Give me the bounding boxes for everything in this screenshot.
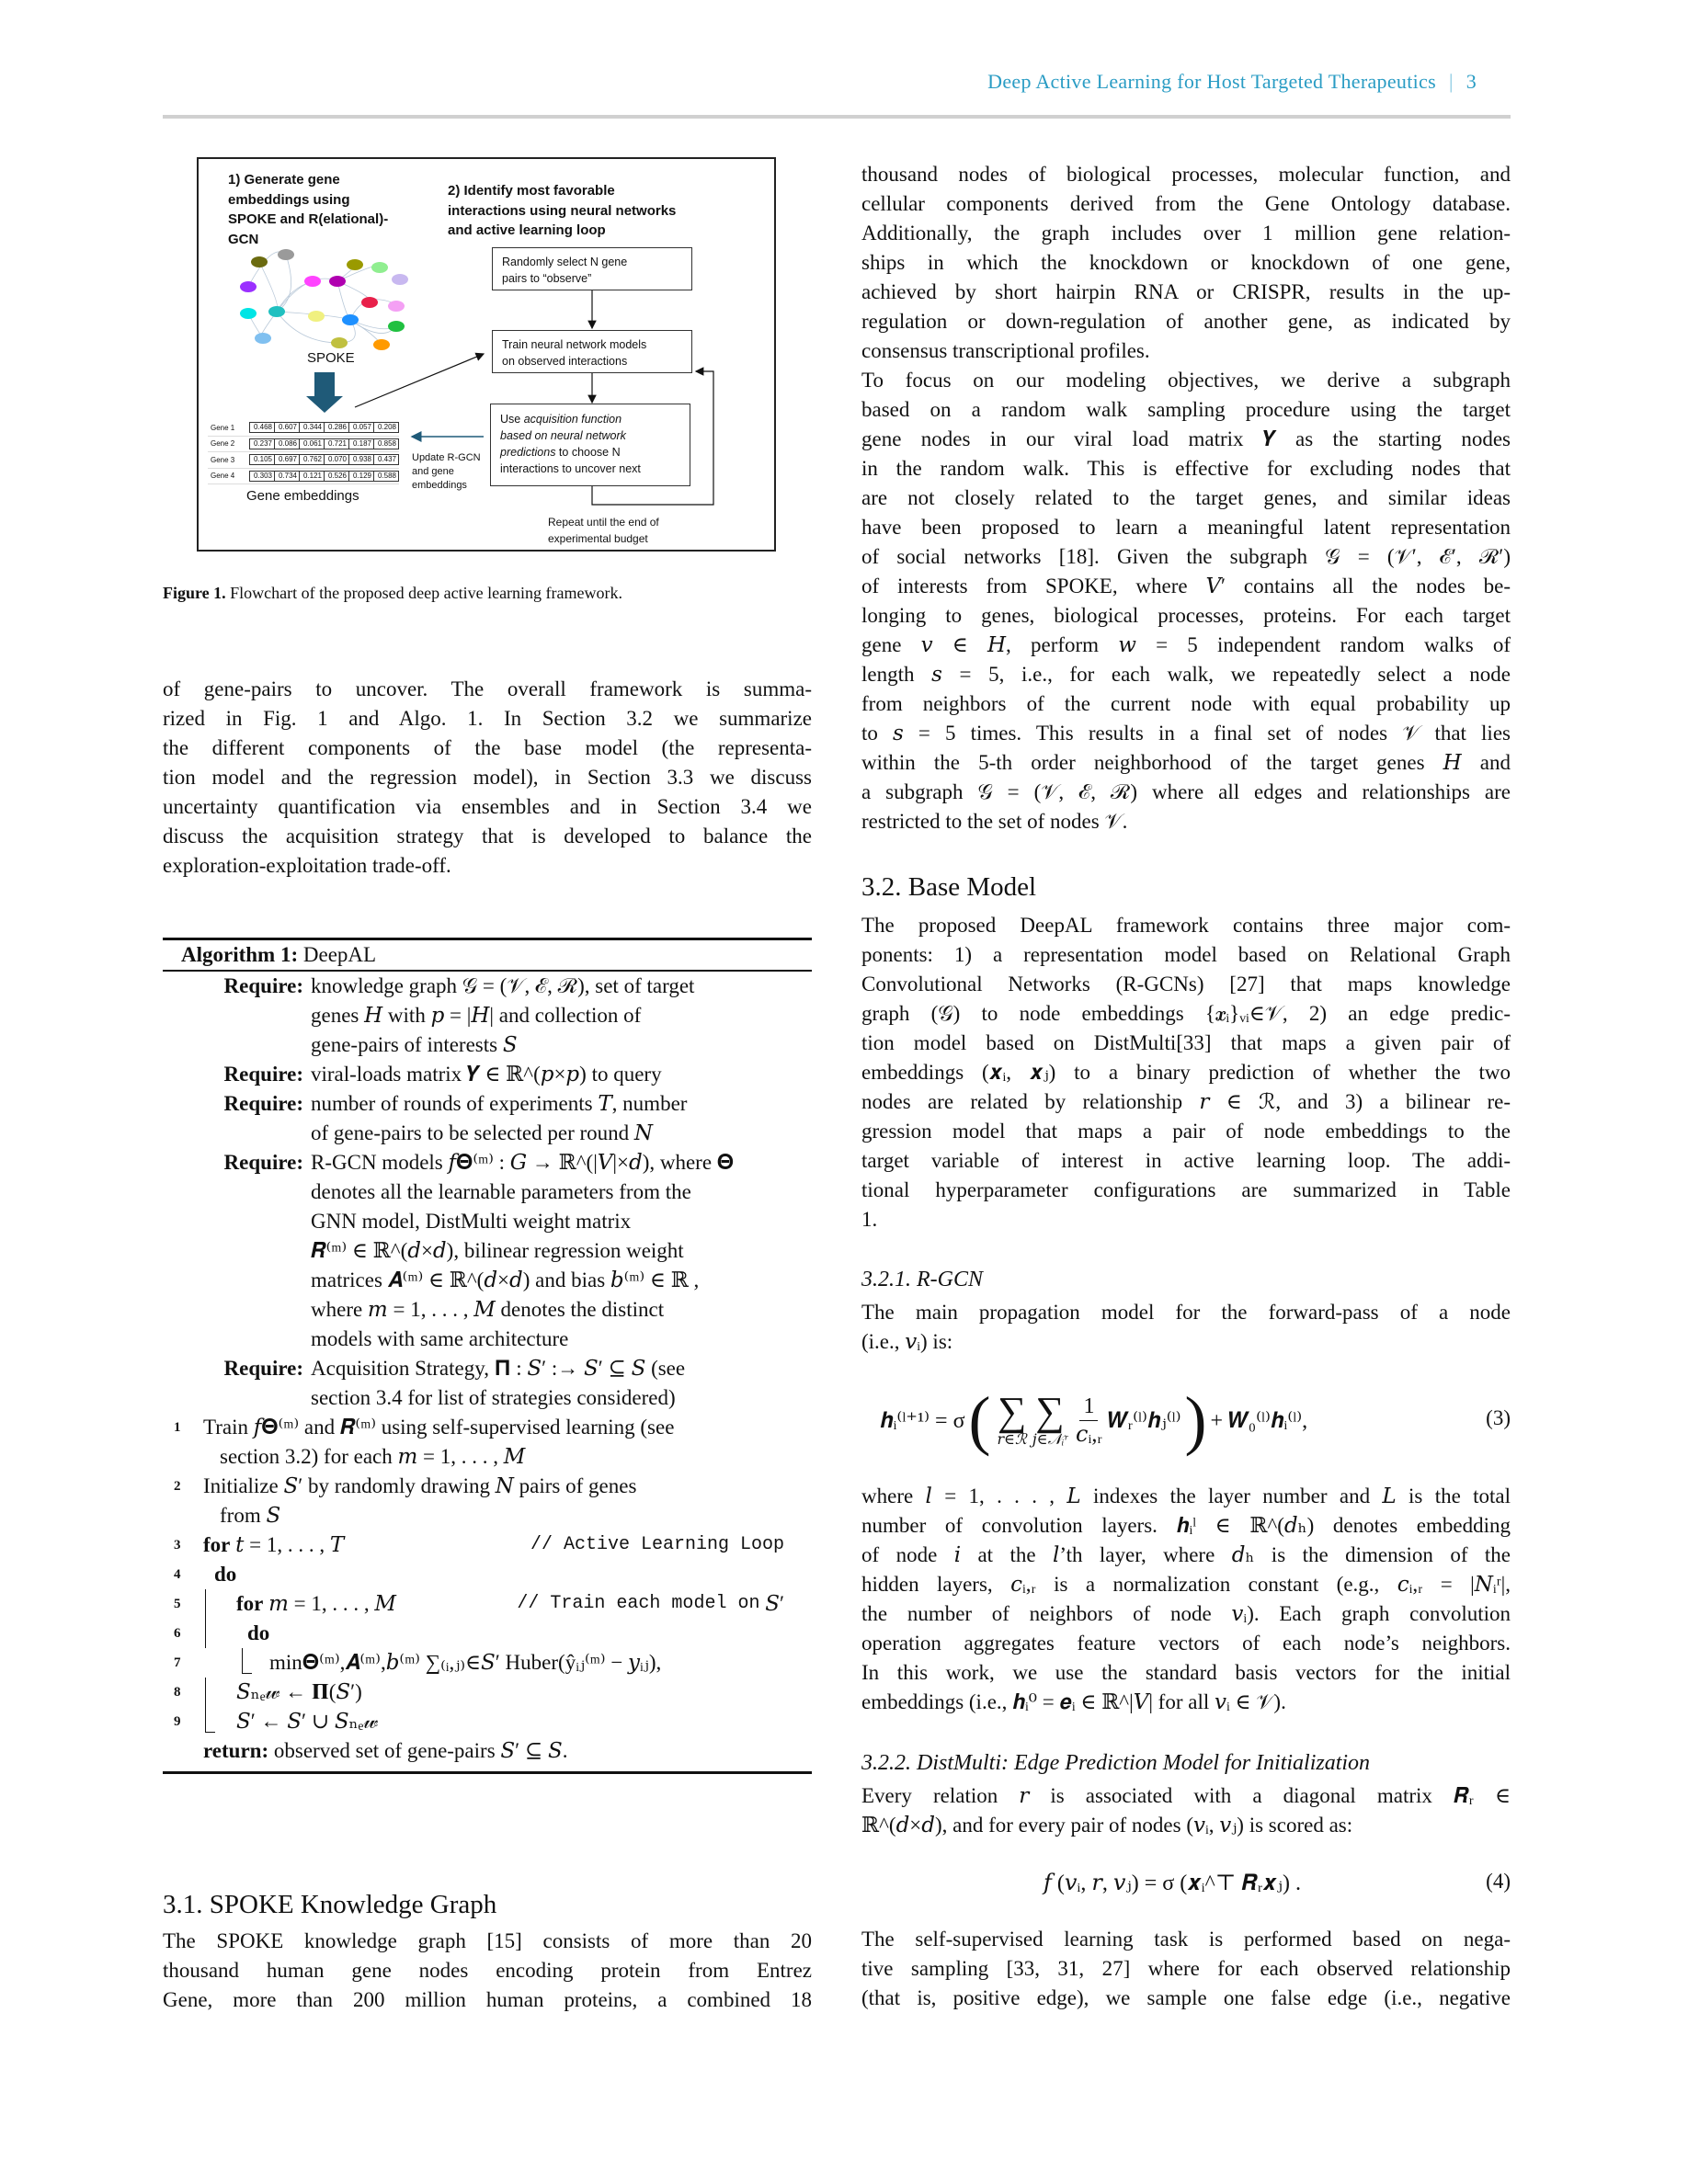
algorithm-body: [163, 972, 812, 1766]
text-line: ponents: 1) a representation model based on Relational Graph: [861, 943, 1511, 966]
step-line: from 𝑆: [220, 1504, 281, 1527]
algorithm-title: [163, 940, 812, 970]
embedding-value: 0.588: [373, 471, 399, 482]
embedding-value: 0.061: [299, 438, 325, 449]
embedding-row: [208, 469, 399, 485]
embedding-row: [208, 452, 399, 469]
text-line: hidden layers, 𝑐ᵢ,ᵣ is a normalization constant (e.g., 𝑐ᵢ,ᵣ = |𝑁ᵢʳ|,: [861, 1573, 1511, 1596]
self-supervised-paragraph: [861, 1925, 1511, 2013]
repeat-label-line: Repeat until the end of: [548, 516, 659, 529]
step-keyword: do: [247, 1621, 270, 1644]
embedding-value: 0.057: [348, 422, 374, 433]
embedding-value: 0.607: [274, 422, 300, 433]
section-3-2-title: 3.2. Base Model: [861, 872, 1037, 902]
block-bar: [205, 1707, 215, 1733]
require-line: matrices 𝑨⁽ᵐ⁾ ∈ ℝ^(𝑑×𝑑) and bias 𝑏⁽ᵐ⁾ ∈ ℝ ,: [311, 1268, 700, 1291]
step-body: [194, 1589, 812, 1619]
text-line: gene 𝑣 ∈ 𝐻, perform 𝑤 = 5 independent random walks of: [861, 633, 1511, 656]
text-line: thousand human gene nodes encoding protein from Entrez: [163, 1959, 812, 1982]
eq3-lhs: 𝒉ᵢ⁽ˡ⁺¹⁾ = σ: [880, 1408, 965, 1433]
step-body: [194, 1648, 812, 1678]
algorithm-require: [163, 1060, 812, 1089]
down-arrow-icon: [306, 372, 343, 413]
section-3-2-1-title: 3.2.1. R-GCN: [861, 1268, 983, 1291]
require-line: viral-loads matrix 𝒀 ∈ ℝ^(𝑝×𝑝) to query: [311, 1063, 662, 1086]
require-line: knowledge graph 𝒢 = (𝒱, ℰ, ℛ), set of target: [311, 974, 695, 997]
eq3-frac-den: 𝑐ᵢ,ᵣ: [1076, 1422, 1102, 1447]
text-line: operation aggregates feature vectors of each node’s neighbors.: [861, 1632, 1511, 1655]
step-body: [194, 1560, 812, 1589]
require-line: 𝑹⁽ᵐ⁾ ∈ ℝ^(𝑑×𝑑), bilinear regression weight: [311, 1239, 684, 1262]
box1-line: Randomly select N gene: [502, 256, 628, 268]
spoke-label: SPOKE: [307, 350, 355, 366]
section-3-1-paragraph: [163, 1927, 812, 2015]
algorithm-1: [163, 938, 812, 1774]
step1-title-line: embeddings using: [228, 191, 350, 208]
embedding-value: 0.344: [299, 422, 325, 433]
text-line: The self-supervised learning task is performed based on nega-: [861, 1928, 1511, 1951]
step-body: [194, 1530, 812, 1560]
return-text: observed set of gene-pairs 𝑆′ ⊆ 𝑆.: [268, 1739, 568, 1762]
acquisition-box: [490, 404, 690, 486]
text-line: target variable of interest in active learning loop. The addi-: [861, 1149, 1511, 1172]
step-number: 9: [174, 1714, 181, 1729]
eq3-frac-num: 1: [1079, 1393, 1098, 1421]
text-line: ℝ^(𝑑×𝑑), and for every pair of nodes (𝑣ᵢ, 𝑣ⱼ) is scored as:: [861, 1814, 1353, 1837]
step-spacer: [344, 1530, 530, 1560]
text-line: regulation or down-regulation of another gene, as indicated by: [861, 310, 1511, 333]
eq3-sum-2-sub: 𝑗∈𝒩ᵢʳ: [1032, 1432, 1067, 1448]
block-bar: [242, 1648, 252, 1674]
step2-title-line: 2) Identify most favorable: [448, 183, 615, 199]
text-line: tion model based on DistMulti[33] that maps a given pair of: [861, 1031, 1511, 1054]
require-line: denotes all the learnable parameters from the: [311, 1180, 691, 1203]
algorithm-require: [163, 1148, 812, 1354]
step-keyword: for: [203, 1533, 231, 1556]
require-line: Acquisition Strategy, 𝚷 : 𝑆′ :→ 𝑆′ ⊆ 𝑆 (see: [311, 1357, 686, 1380]
running-header: [827, 70, 1477, 94]
require-label: Require:: [223, 974, 303, 997]
algorithm-step: [163, 1413, 812, 1472]
embedding-value: 0.858: [373, 438, 399, 449]
text-line: of node 𝑖 at the 𝑙’th layer, where 𝑑ₕ is the dimension of the: [861, 1543, 1511, 1566]
section-3-1-title: 3.1. SPOKE Knowledge Graph: [163, 1890, 497, 1919]
step-keyword: do: [214, 1563, 237, 1586]
text-line: are not closely related to the target genes, and similar ideas: [861, 486, 1511, 509]
require-body: [311, 1089, 812, 1148]
box3-line: [500, 411, 680, 427]
eq3-sum-1: ∑: [997, 1389, 1027, 1434]
require-line: number of rounds of experiments 𝑇, number: [311, 1092, 688, 1115]
embedding-value: 0.697: [274, 454, 300, 465]
text-line: within the 5-th order neighborhood of the target genes 𝐻 and: [861, 751, 1511, 774]
rgcn-paragraph: [861, 1298, 1511, 1357]
embedding-value: 0.237: [249, 438, 275, 449]
step1-title-line: SPOKE and R(elational)-: [228, 211, 389, 227]
step-text: 𝑚 = 1, . . . , 𝑀: [263, 1592, 396, 1615]
require-line: where 𝑚 = 1, . . . , 𝑀 denotes the distinct: [311, 1298, 665, 1321]
require-body: [311, 1148, 812, 1354]
repeat-label: [548, 514, 659, 547]
text-line: a subgraph 𝒢 = (𝒱, ℰ, ℛ) where all edges and relationships are: [861, 780, 1511, 803]
require-line: GNN model, DistMulti weight matrix: [311, 1210, 632, 1233]
text-line: where 𝑙 = 1, . . . , 𝐿 indexes the layer number and 𝐿 is the total: [861, 1484, 1511, 1507]
text-line: uncertainty quantification via ensembles and in Section 3.4 we: [163, 795, 812, 818]
eq3-sum-2-block: [1032, 1389, 1067, 1449]
eq3-row: [880, 1379, 1307, 1462]
eq3-sum-2: ∑: [1035, 1389, 1065, 1434]
text-line: length 𝑠 = 5, i.e., for each walk, we repeatedly select a node: [861, 663, 1511, 686]
embedding-value: 0.208: [373, 422, 399, 433]
step-number: 8: [174, 1685, 181, 1700]
eq3-sum-1-sub: 𝑟∈ℛ: [997, 1432, 1027, 1448]
box3-text: to choose N: [555, 446, 621, 459]
embedding-table: [208, 420, 399, 484]
require-body: [311, 1060, 812, 1089]
require-body: [311, 972, 812, 1060]
figure-1-flowchart: [197, 157, 776, 552]
caption-text: Flowchart of the proposed deep active learning framework.: [230, 584, 623, 602]
text-line: of interests from SPOKE, where 𝑉′ contains all the nodes be-: [861, 574, 1511, 597]
block-bar: [205, 1589, 206, 1619]
step-comment-math: 𝑆′: [759, 1592, 784, 1615]
text-line: from neighbors of the current node with equal probability up: [861, 692, 1511, 715]
embedding-value: 0.303: [249, 471, 275, 482]
text-line: to 𝑠 = 5 times. This results in a final set of nodes 𝒱 that lies: [861, 722, 1511, 745]
algorithm-step: [163, 1589, 812, 1619]
text-line: of social networks [18]. Given the subgraph 𝒢 = (𝒱′, ℰ′, ℛ′): [861, 545, 1511, 568]
require-line: R-GCN models 𝑓𝚯⁽ᵐ⁾ : 𝐺 → ℝ^(|𝑉|×𝑑), where 𝚯: [311, 1151, 735, 1174]
box1-line: pairs to “observe”: [502, 272, 592, 285]
embedding-row: [208, 420, 399, 437]
text-line: ships in which the knockdown or knockdown of one gene,: [861, 251, 1511, 274]
require-body: [311, 1354, 812, 1413]
update-label: [412, 451, 481, 493]
text-line: based on a random walk sampling procedure using the target: [861, 398, 1511, 421]
step-line: Initialize 𝑆′ by randomly drawing 𝑁 pairs of genes: [203, 1474, 637, 1497]
text-line: nodes are related by relationship 𝑟 ∈ ℛ, and 3) a bilinear re-: [861, 1090, 1511, 1113]
step-line: Train 𝑓𝚯⁽ᵐ⁾ and 𝑹⁽ᵐ⁾ using self-supervised learning (see: [203, 1416, 675, 1439]
embedding-value: 0.468: [249, 422, 275, 433]
algorithm-label: Algorithm 1:: [181, 943, 299, 966]
text-line: cellular components derived from the Gene Ontology database.: [861, 192, 1511, 215]
algorithm-step: [163, 1472, 812, 1530]
equation-4: [861, 1870, 1511, 1901]
algorithm-require: [163, 972, 812, 1060]
step2-title-line: interactions using neural networks: [448, 202, 677, 219]
text-line: discuss the acquisition strategy that is developed to balance the: [163, 825, 812, 847]
require-line: section 3.4 for list of strategies considered): [311, 1386, 676, 1409]
embedding-value: 0.526: [324, 471, 349, 482]
text-line: in the random walk. This is effective for excluding nodes that: [861, 457, 1511, 480]
step-text: min𝚯⁽ᵐ⁾,𝑨⁽ᵐ⁾,𝑏⁽ᵐ⁾ ∑₍ᵢ,ⱼ₎∈𝑆′ Huber(ŷᵢⱼ⁽ᵐ⁾ − 𝑦ᵢⱼ),: [269, 1651, 662, 1674]
embedding-value: 0.437: [373, 454, 399, 465]
box2-line: on observed interactions: [502, 355, 628, 368]
require-label: Require:: [223, 1063, 303, 1086]
block-bar: [205, 1678, 206, 1707]
algorithm-bottom-rule: [163, 1771, 812, 1774]
step-number: 4: [174, 1567, 181, 1582]
step-number: 5: [174, 1597, 181, 1611]
algorithm-step: [163, 1619, 812, 1648]
step-number: 3: [174, 1538, 181, 1553]
step-body: [194, 1413, 812, 1472]
text-line: In this work, we use the standard basis vectors for the initial: [861, 1661, 1511, 1684]
step-line: section 3.2) for each 𝑚 = 1, . . . , 𝑀: [220, 1445, 526, 1468]
update-label-line: embeddings: [412, 480, 467, 491]
box3-text: Use: [500, 413, 524, 426]
text-line: the number of neighbors of node 𝑣ᵢ). Each graph convolution: [861, 1602, 1511, 1625]
text-line: consensus transcriptional profiles.: [861, 339, 1150, 362]
caption-label: Figure 1.: [163, 584, 226, 602]
algorithm-name: DeepAL: [302, 943, 377, 966]
eq3-rest: + 𝑾₀⁽ˡ⁾𝒉ᵢ⁽ˡ⁾,: [1210, 1408, 1308, 1433]
require-line: genes 𝐻 with 𝑝 = |𝐻| and collection of: [311, 1004, 642, 1027]
text-line: embeddings (i.e., 𝒉ᵢ⁰ = 𝒆ᵢ ∈ ℝ^|𝑉| for all 𝑣ᵢ ∈ 𝒱).: [861, 1690, 1286, 1713]
gene-name: Gene 3: [211, 455, 235, 464]
text-line: rized in Fig. 1 and Algo. 1. In Section 3.2 we summarize: [163, 707, 812, 730]
rgcn-explanation: [861, 1482, 1511, 1717]
repeat-label-line: experimental budget: [548, 532, 648, 545]
embedding-value: 0.086: [274, 438, 300, 449]
embedding-value: 0.762: [299, 454, 325, 465]
embedding-row: [208, 437, 399, 453]
text-line: number of convolution layers. 𝒉ᵢˡ ∈ ℝ^(𝑑ₕ) denotes embedding: [861, 1514, 1511, 1537]
step1-title-line: GCN: [228, 231, 259, 247]
box3-italic: predictions: [500, 446, 556, 459]
text-line: of gene-pairs to uncover. The overall framework is summa-: [163, 677, 812, 700]
require-line: gene-pairs of interests 𝑆: [311, 1033, 518, 1056]
text-line: graph (𝒢) to node embeddings {𝒙ᵢ}ᵥᵢ∈𝒱, 2) an edge predic-: [861, 1002, 1511, 1025]
algorithm-step: [163, 1560, 812, 1589]
text-line: Additionally, the graph includes over 1 million gene relation-: [861, 222, 1511, 245]
eq4-number: (4): [1486, 1870, 1511, 1893]
text-line: The main propagation model for the forward-pass of a node: [861, 1301, 1511, 1324]
step-body: [194, 1619, 812, 1648]
algorithm-step: [163, 1678, 812, 1707]
random-select-box: [492, 247, 692, 290]
embedding-value: 0.121: [299, 471, 325, 482]
algorithm-return: [163, 1736, 812, 1766]
eq3-left-paren: (: [968, 1383, 991, 1457]
text-line: embeddings (𝒙ᵢ, 𝒙ⱼ) to a binary prediction of whether the two: [861, 1061, 1511, 1084]
intro-paragraph: [163, 675, 812, 881]
text-line: tion model and the regression model), in Section 3.3 we discuss: [163, 766, 812, 789]
header-separator: |: [1448, 70, 1454, 93]
algorithm-step: [163, 1707, 812, 1736]
algorithm-require: [163, 1089, 812, 1148]
step-number: 6: [174, 1626, 181, 1641]
eq3-term: 𝑾ᵣ⁽ˡ⁾𝒉ⱼ⁽ˡ⁾: [1107, 1408, 1181, 1433]
update-label-line: and gene: [412, 466, 454, 477]
text-line: (that is, positive edge), we sample one false edge (i.e., negative: [861, 1986, 1511, 2009]
box3-line: interactions to uncover next: [500, 462, 641, 475]
text-line: To focus on our modeling objectives, we derive a subgraph: [861, 369, 1511, 392]
text-line: (i.e., 𝑣ᵢ) is:: [861, 1330, 953, 1353]
block-bar: [205, 1619, 206, 1648]
step-text: 𝑆ₙₑ𝓌 ← 𝚷(𝑆′): [236, 1680, 362, 1703]
embedding-value: 0.129: [348, 471, 374, 482]
box2-line: Train neural network models: [502, 338, 647, 351]
embeddings-to-training-arrow: [355, 354, 484, 407]
text-line: The SPOKE knowledge graph [15] consists of more than 20: [163, 1929, 812, 1952]
header-rule: [163, 115, 1511, 119]
text-line: Every relation 𝑟 is associated with a diagonal matrix 𝑹ᵣ ∈: [861, 1784, 1511, 1807]
eq3-number: (3): [1486, 1406, 1511, 1429]
step-comment: // Active Learning Loop: [530, 1534, 784, 1555]
step-spacer: [396, 1589, 517, 1619]
eq4-body: 𝑓 (𝑣ᵢ, 𝑟, 𝑣ⱼ) = σ (𝒙ᵢ^⊤ 𝑹ᵣ𝒙ⱼ) .: [1044, 1871, 1301, 1895]
return-label: return:: [203, 1739, 269, 1762]
step-body: [194, 1707, 812, 1736]
require-line: models with same architecture: [311, 1327, 569, 1350]
base-model-paragraph: [861, 911, 1511, 1234]
embedding-value: 0.286: [324, 422, 349, 433]
section-3-2-2-title: 3.2.2. DistMulti: Edge Prediction Model for Initialization: [861, 1751, 1371, 1775]
box3-italic: acquisition function: [523, 413, 622, 426]
step1-title-line: 1) Generate gene: [228, 172, 340, 188]
text-line: Convolutional Networks (R-GCNs) [27] that maps knowledge: [861, 973, 1511, 995]
text-line: the different components of the base model (the representa-: [163, 736, 812, 759]
right-paragraph-2: [861, 366, 1511, 836]
step2-title-line: and active learning loop: [448, 222, 606, 238]
text-line: gression model that maps a pair of node embeddings to the: [861, 1120, 1511, 1143]
step2-title: [448, 181, 676, 241]
embedding-value: 0.721: [324, 438, 349, 449]
text-line: tional hyperparameter configurations are summarized in Table: [861, 1178, 1511, 1201]
step-number: 2: [174, 1479, 181, 1494]
box3-line: [500, 427, 680, 444]
text-line: exploration-exploitation trade-off.: [163, 854, 451, 877]
algorithm-step: [163, 1648, 812, 1678]
step-text: 𝑡 = 1, . . . , 𝑇: [230, 1533, 345, 1556]
text-line: achieved by short hairpin RNA or CRISPR, results in the up-: [861, 280, 1511, 303]
text-line: gene nodes in our viral load matrix 𝒀 as the starting nodes: [861, 427, 1511, 450]
embedding-value: 0.938: [348, 454, 374, 465]
algorithm-step: [163, 1530, 812, 1560]
step-body: [194, 1678, 812, 1707]
step-body: [194, 1472, 812, 1530]
embedding-value: 0.105: [249, 454, 275, 465]
text-line: longing to genes, biological processes, proteins. For each target: [861, 604, 1511, 627]
eq3-sum-1-block: [997, 1389, 1027, 1449]
embedding-value: 0.734: [274, 471, 300, 482]
embedding-value: 0.187: [348, 438, 374, 449]
text-line: 1.: [861, 1208, 878, 1231]
eq3-right-paren: ): [1184, 1383, 1207, 1457]
require-label: Require:: [223, 1357, 303, 1380]
running-title: Deep Active Learning for Host Targeted Therapeutics: [987, 70, 1436, 93]
text-line: restricted to the set of nodes 𝒱.: [861, 810, 1128, 833]
gene-embeddings-label: Gene embeddings: [246, 488, 359, 504]
distmulti-paragraph: [861, 1781, 1511, 1840]
require-label: Require:: [223, 1092, 303, 1115]
gene-name: Gene 4: [211, 472, 235, 481]
train-models-box: [492, 330, 692, 373]
eq3-fraction: [1076, 1393, 1102, 1449]
page-number: 3: [1466, 70, 1477, 93]
step-comment: // Train each model on: [517, 1593, 760, 1614]
text-line: thousand nodes of biological processes, molecular function, and: [861, 163, 1511, 186]
step-number: 1: [174, 1420, 181, 1435]
embedding-value: 0.070: [324, 454, 349, 465]
right-paragraph-1: [861, 160, 1511, 366]
update-label-line: Update R-GCN: [412, 452, 481, 463]
text-line: tive sampling [33, 31, 27] where for each observed relationship: [861, 1957, 1511, 1980]
require-line: of gene-pairs to be selected per round 𝑁: [311, 1121, 654, 1144]
gene-name: Gene 2: [211, 439, 235, 449]
step-text: 𝑆′ ← 𝑆′ ∪ 𝑆ₙₑ𝓌: [236, 1710, 379, 1733]
text-line: have been proposed to learn a meaningful latent representation: [861, 516, 1511, 539]
require-label: Require:: [223, 1151, 303, 1174]
figure-caption: [163, 581, 622, 605]
box3-line: [500, 444, 680, 461]
equation-3: [861, 1379, 1511, 1462]
step-number: 7: [174, 1655, 181, 1670]
algorithm-require: [163, 1354, 812, 1413]
step-keyword: for: [236, 1592, 264, 1615]
box3-italic: based on neural network: [500, 429, 626, 442]
gene-name: Gene 1: [211, 423, 235, 432]
step1-title: [228, 170, 388, 249]
text-line: The proposed DeepAL framework contains three major com-: [861, 914, 1511, 937]
text-line: Gene, more than 200 million human proteins, a combined 18: [163, 1988, 812, 2011]
